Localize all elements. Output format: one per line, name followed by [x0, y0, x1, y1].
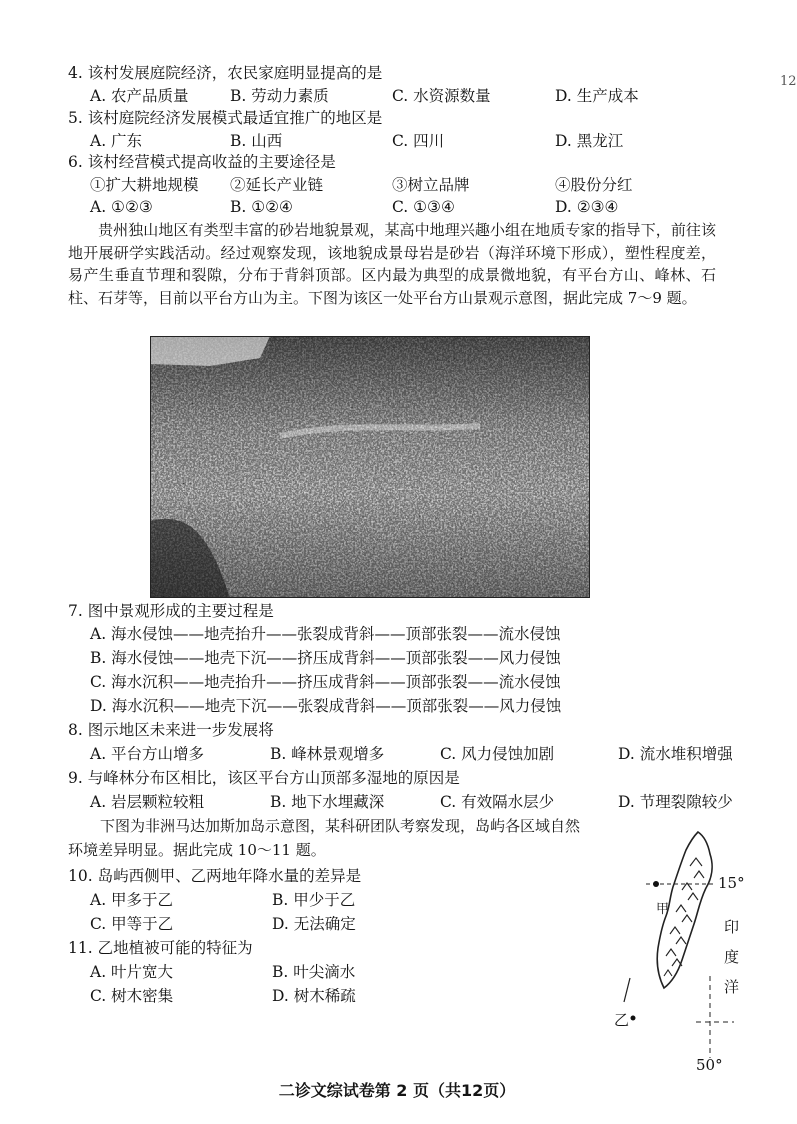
map-latitude-15-label: 15°	[718, 874, 745, 892]
question-6-option-b[interactable]: B. ①②④	[230, 198, 293, 216]
question-5-option-a[interactable]: A. 广东	[90, 132, 143, 150]
question-8-option-c[interactable]: C. 风力侵蚀加剧	[440, 745, 555, 763]
question-8-stem: 8. 图示地区未来进一步发展将	[68, 721, 274, 739]
madagascar-map-icon	[600, 826, 794, 1076]
map-longitude-50-label: 50°	[696, 1056, 723, 1074]
map-place-yi-label: 乙	[614, 1011, 630, 1029]
question-6-option-d[interactable]: D. ②③④	[555, 198, 619, 216]
passage-madagascar-line-2: 环境差异明显。据此完成 10～11 题。	[68, 841, 326, 859]
question-11-option-b[interactable]: B. 叶尖滴水	[272, 963, 356, 981]
question-4-option-c[interactable]: C. 水资源数量	[392, 87, 491, 105]
question-6-statement-2: ②延长产业链	[230, 176, 324, 194]
question-9-option-a[interactable]: A. 岩层颗粒较粗	[90, 793, 205, 811]
passage-sandstone-text: 贵州独山地区有类型丰富的砂岩地貌景观，某高中地理兴趣小组在地质专家的指导下，前往该地开展研学实践活动。经过观察发现，该地貌成景母岩是砂岩（海洋环境下形成），塑性程度差，易产生垂直节理和裂隙，分布于背斜顶部。区内最为典型的成景微地貌，有平台方山、峰林、石柱、石芽等，目前以平台方山为主。下图为该区一处平台方山景观示意图，据此完成 7～9 题。	[68, 221, 716, 307]
question-7-option-c[interactable]: C. 海水沉积——地壳抬升——挤压成背斜——顶部张裂——流水侵蚀	[90, 673, 561, 691]
question-5-option-b[interactable]: B. 山西	[230, 132, 283, 150]
question-8-option-d[interactable]: D. 流水堆积增强	[618, 745, 733, 763]
question-6-option-a[interactable]: A. ①②③	[90, 198, 153, 216]
question-9-option-b[interactable]: B. 地下水埋藏深	[270, 793, 385, 811]
question-5-option-d[interactable]: D. 黑龙江	[555, 132, 624, 150]
question-11-option-d[interactable]: D. 树木稀疏	[272, 987, 356, 1005]
landscape-photo-icon	[150, 336, 590, 598]
question-4-option-b[interactable]: B. 劳动力素质	[230, 87, 329, 105]
passage-sandstone-landform	[68, 219, 716, 309]
question-11-option-a[interactable]: A. 叶片宽大	[90, 963, 174, 981]
question-5-stem: 5. 该村庭院经济发展模式最适宜推广的地区是	[68, 109, 383, 127]
map-ocean-char-3: 洋	[724, 978, 740, 996]
question-7-option-d[interactable]: D. 海水沉积——地壳下沉——张裂成背斜——顶部张裂——风力侵蚀	[90, 697, 562, 715]
question-6-statement-1: ①扩大耕地规模	[90, 176, 199, 194]
madagascar-map-figure	[600, 826, 794, 1076]
question-6-option-c[interactable]: C. ①③④	[392, 198, 455, 216]
page-edge-mark: 12	[780, 74, 797, 89]
question-9-stem: 9. 与峰林分布区相比，该区平台方山顶部多湿地的原因是	[68, 769, 460, 787]
question-10-stem: 10. 岛屿西侧甲、乙两地年降水量的差异是	[68, 867, 362, 885]
passage-madagascar-line-1: 下图为非洲马达加斯加岛示意图，某科研团队考察发现，岛屿各区域自然	[100, 817, 581, 835]
question-10-option-d[interactable]: D. 无法确定	[272, 915, 356, 933]
question-10-option-c[interactable]: C. 甲等于乙	[90, 915, 174, 933]
question-10-option-b[interactable]: B. 甲少于乙	[272, 891, 356, 909]
map-ocean-char-2: 度	[724, 948, 740, 966]
question-6-statement-4: ④股份分红	[555, 176, 633, 194]
map-place-jia-label: 甲	[656, 902, 670, 917]
question-8-option-b[interactable]: B. 峰林景观增多	[270, 745, 385, 763]
question-6-statement-3: ③树立品牌	[392, 176, 470, 194]
question-4-option-d[interactable]: D. 生产成本	[555, 87, 639, 105]
question-11-option-c[interactable]: C. 树木密集	[90, 987, 174, 1005]
question-11-stem: 11. 乙地植被可能的特征为	[68, 939, 253, 957]
question-5-option-c[interactable]: C. 四川	[392, 132, 445, 150]
question-8-option-a[interactable]: A. 平台方山增多	[90, 745, 205, 763]
question-6-stem: 6. 该村经营模式提高收益的主要途径是	[68, 153, 336, 171]
question-7-stem: 7. 图中景观形成的主要过程是	[68, 602, 274, 620]
question-4-option-a[interactable]: A. 农产品质量	[90, 87, 189, 105]
map-ocean-char-1: 印	[724, 918, 740, 936]
question-7-option-a[interactable]: A. 海水侵蚀——地壳抬升——张裂成背斜——顶部张裂——流水侵蚀	[90, 625, 561, 643]
question-4-stem: 4. 该村发展庭院经济，农民家庭明显提高的是	[68, 64, 383, 82]
question-7-option-b[interactable]: B. 海水侵蚀——地壳下沉——挤压成背斜——顶部张裂——风力侵蚀	[90, 649, 561, 667]
question-9-option-d[interactable]: D. 节理裂隙较少	[618, 793, 733, 811]
question-9-option-c[interactable]: C. 有效隔水层少	[440, 793, 555, 811]
question-10-option-a[interactable]: A. 甲多于乙	[90, 891, 174, 909]
page-footer: 二诊文综试卷第 2 页（共12页）	[278, 1081, 516, 1100]
